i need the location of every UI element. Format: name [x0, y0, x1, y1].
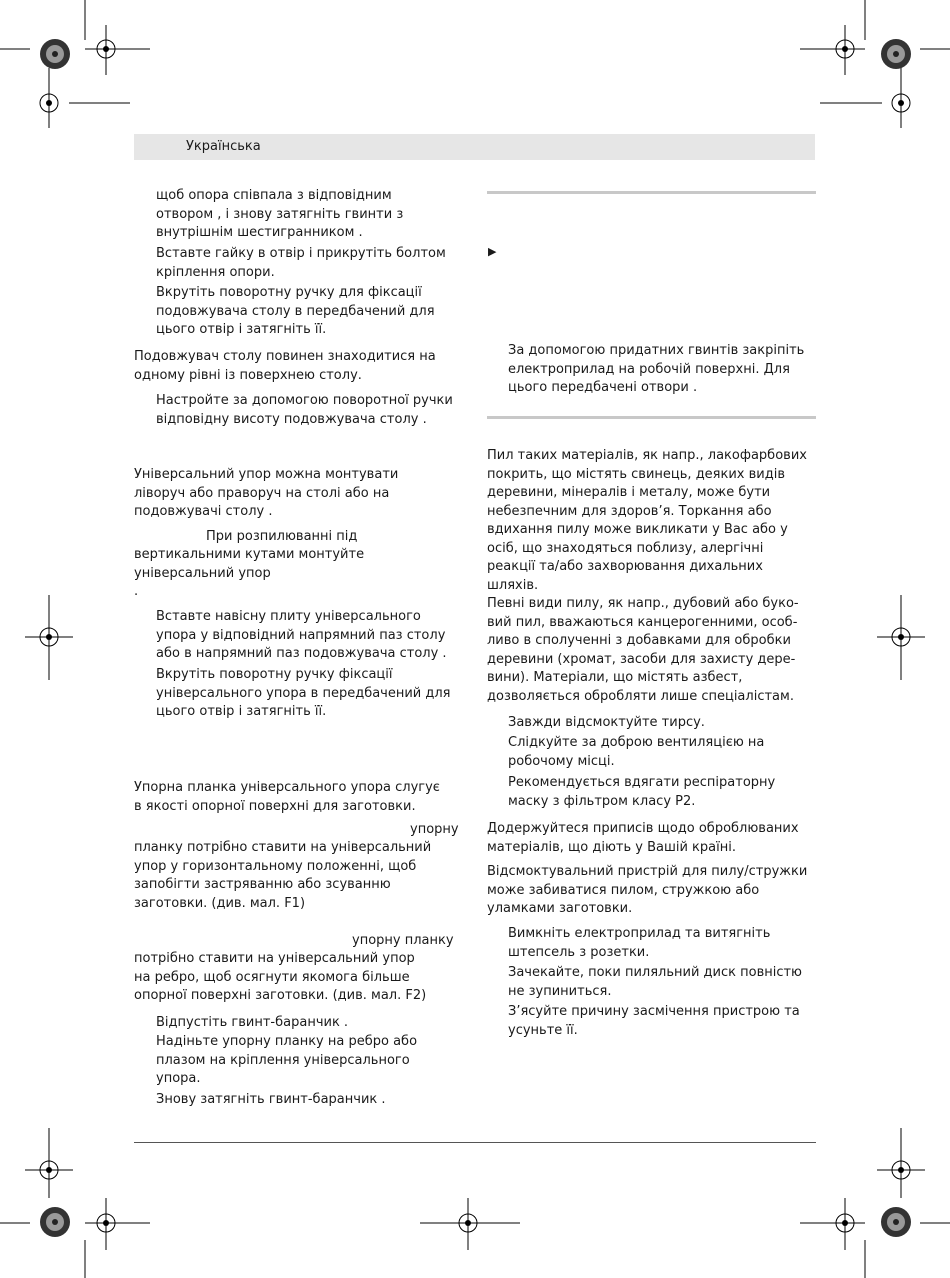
left-paragraph: При розпилюванні під	[206, 529, 358, 544]
left-paragraph: упорну планку	[352, 933, 454, 948]
right-paragraph: Рекомендується вдягати респіраторну маску з фільтром класу Р2.	[508, 775, 776, 809]
left-paragraph: Настройте за допомогою поворотної ручки відповідну висоту подовжувача столу .	[156, 393, 453, 427]
right-paragraph: Додержуйтеся приписів щодо оброблюваних матеріалів, що діють у Вашій країні.	[487, 821, 799, 855]
left-paragraph: Універсальний упор можна монтувати ліворуч або праворуч на столі або на подовжувачі столу .	[134, 467, 399, 519]
left-paragraph: потрібно ставити на універсальний упор на ребро, щоб осягнути якомога більше опорної поверхні заготовки. (див. мал. F2)	[134, 951, 427, 1003]
right-paragraph: Слідкуйте за доброю вентиляцією на робочому місці.	[508, 735, 765, 769]
left-paragraph: Вставте гайку в отвір і прикрутіть болтом кріплення опори.	[156, 246, 446, 280]
left-paragraph: упорну	[410, 822, 459, 837]
left-paragraph: Надіньте упорну планку на ребро або плазом на кріплення універсального упора.	[156, 1034, 418, 1086]
right-paragraph: Вимкніть електроприлад та витягніть штепсель з розетки.	[508, 926, 771, 960]
section-rule-middle	[487, 416, 816, 419]
right-paragraph: Зачекайте, поки пиляльний диск повністю не зупиниться.	[508, 965, 803, 999]
bullet-arrow-icon: ▶	[488, 245, 497, 258]
left-paragraph: вертикальними кутами монтуйте універсальний упор .	[134, 547, 365, 599]
language-label: Українська	[186, 139, 261, 154]
left-paragraph: Вставте навісну плиту універсального упора у відповідний напрямний паз столу або в напрямний паз подовжувача столу .	[156, 609, 447, 661]
right-paragraph: За допомогою придатних гвинтів закріпіть електроприлад на робочій поверхні. Для цього передбачені отвори .	[508, 343, 805, 395]
right-paragraph: З’ясуйте причину засмічення пристрою та усуньте її.	[508, 1004, 800, 1038]
section-rule-top	[487, 191, 816, 194]
left-paragraph: Вкрутіть поворотну ручку фіксації універсального упора в передбачений для цього отвір і затягніть її.	[156, 667, 451, 719]
left-paragraph: Відпустіть гвинт-баранчик .	[156, 1015, 349, 1030]
right-paragraph: Завжди відсмоктуйте тирсу.	[508, 715, 705, 730]
left-paragraph: Подовжувач столу повинен знаходитися на одному рівні із поверхнею столу.	[134, 349, 436, 383]
right-paragraph: Відсмоктувальний пристрій для пилу/стружки може забиватися пилом, стружкою або уламками заготовки.	[487, 864, 808, 916]
left-paragraph: Вкрутіть поворотну ручку для фіксації подовжувача столу в передбачений для цього отвір і затягніть її.	[156, 285, 435, 337]
left-paragraph: Знову затягніть гвинт-баранчик .	[156, 1092, 386, 1107]
footer-rule	[134, 1142, 816, 1143]
left-paragraph: щоб опора співпала з відповідним отвором , і знову затягніть гвинти з внутрішнім шестигранником .	[156, 188, 404, 240]
right-paragraph: Пил таких матеріалів, як напр., лакофарбових покрить, що містять свинець, деяких видів деревини, мінералів і металу, може бути небезпечним для здоров’я. Торкання або вдихання пилу може викликати у Вас або у осіб, що знаходяться поблизу, алергічні реакції та/або захворювання дихальних шляхів. Певні види пилу, як напр., дубовий або буко- вий пил, вважаються канцерогенними, особ- ливо в сполученні з добавками для обробки деревини (хромат, засоби для захисту дере- вини). Матеріали, що містять азбест, дозволяється обробляти лише спеціалістам.	[487, 448, 807, 704]
left-paragraph: планку потрібно ставити на універсальний упор у горизонтальному положенні, щоб запобігти застряванню або зсуванню заготовки. (див. мал. F1)	[134, 840, 432, 911]
left-paragraph: Упорна планка універсального упора слугує в якості опорної поверхні для заготовки.	[134, 780, 440, 814]
